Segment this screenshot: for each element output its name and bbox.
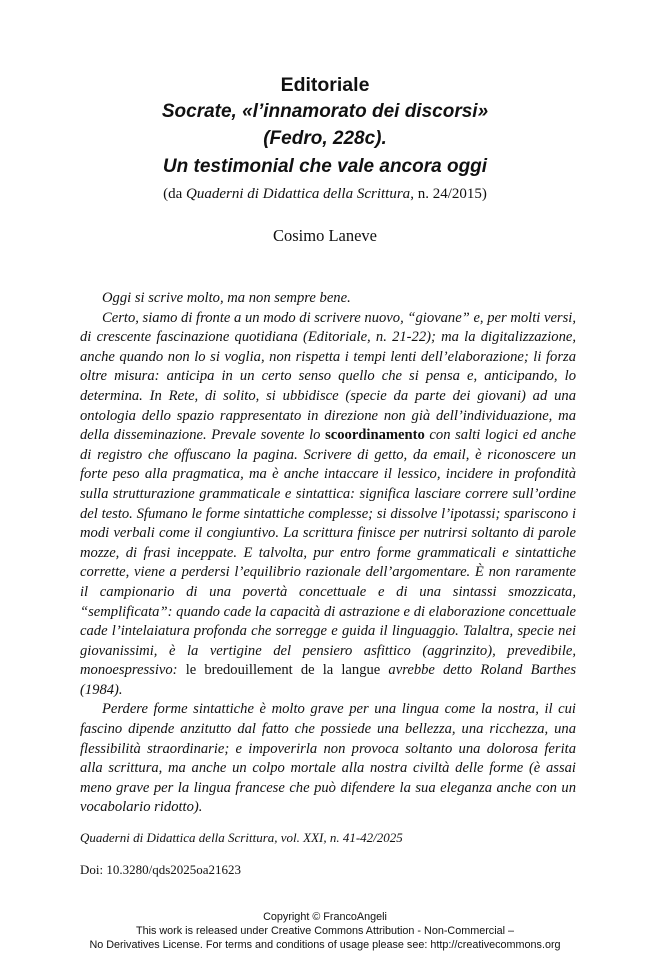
author-name: Cosimo Laneve [272,226,378,245]
paragraph-2-part-b: con salti logici ed anche di registro che offuscano la pagina. Scrivere di getto, da email, è riconoscere un forte peso alla pragmatica, ma è anche intaccare il lessico, incidere in profondità sulla strutturazione grammaticale e sintattica: significa lasciare correre sull’ordine del testo. Sfumano le forme sintattiche complesse; si dissolve l’ipotassi; spariscono i modi verbali come il congiuntivo. La scrittura finisce per nutrirsi soltanto di parole mozze, di frasi inceppate. E talvolta, pur entro forme grammaticali e sintattiche corrette, viene a perdersi l’equilibrio razionale dell’argomentare. È non raramente il campionario di una povertà concettuale e di una sintassi smozzicata, “semplificata”: quando cade la capacità di astrazione e di elaborazione concettuale cade l’intelaiatura profonda che sorregge e guida il linguaggio. Talaltra, specie nei giovanissimi, è la vertigine del pensiero asfittico (aggrinzito), prevedibile, monoespressivo: [80,427,576,679]
source-suffix: , n. 24/2015) [410,186,487,202]
paragraph-1: Oggi si scrive molto, ma non sempre bene. [102,290,351,306]
editorial-subtitle-line-1: Socrate, «l’innamorato dei discorsi» [161,101,489,122]
doi-reference: Doi: 10.3280/qds2025oa21623 [80,862,242,877]
license-line-1: This work is released under Creative Commons Attribution - Non-Commercial – [135,925,515,937]
source-prefix: (da [163,186,187,202]
paragraph-2-part-c: avrebbe detto Roland Barthes (1984). [80,662,577,698]
copyright-line: Copyright © FrancoAngeli [263,911,387,923]
source-journal: Quaderni di Didattica della Scrittura [186,186,411,202]
french-quote: le bredouillement de la langue [185,662,381,679]
license-line-2: No Derivatives License. For terms and conditions of usage please see: http://creativecommons.org [89,939,561,951]
paragraph-3: Perdere forme sintattiche è molto grave per una lingua come la nostra, il cui fascino dipende anzitutto dal fatto che possiede una bellezza, una ricchezza, una flessibilità straordinarie; e impoverirla non provoca soltanto una dolorosa ferita alla scrittura, ma anche un colpo mortale alla nostra civiltà delle forme (è assai meno grave per la lingua francese che può difendere la sua eleganza anche con un vocabolario ridotto). [80,701,576,816]
paragraph-2 [80,309,576,701]
editorial-subtitle-line-2: (Fedro, 228c). [263,128,387,149]
source-note [0,186,650,203]
article-body [80,289,576,818]
editorial-subtitle-line-3: Un testimonial che vale ancora oggi [162,156,488,177]
emphasized-term: scoordinamento [325,427,425,444]
editorial-title: Editoriale [280,74,370,96]
paragraph-2-part-a: Certo, siamo di fronte a un modo di scrivere nuovo, “giovane” e, per molti versi, di crescente fascinazione quotidiana (Editoriale, n. 21-22); ma la digitalizzazione, anche quando non lo si voglia, non rispetta i tempi lenti dell’elaborazione; li forza oltre misura: anticipa in un certo senso quello che si pensa e, anticipando, lo determina. In Rete, di solito, si ubbidisce (specie da parte dei giovani) ad una ontologia dello spazio rappresentato in direzione non già dell’individuazione, ma della disseminazione. Prevale sovente lo [80,309,576,444]
journal-reference: Quaderni di Didattica della Scrittura, vol. XXI, n. 41-42/2025 [80,830,403,845]
